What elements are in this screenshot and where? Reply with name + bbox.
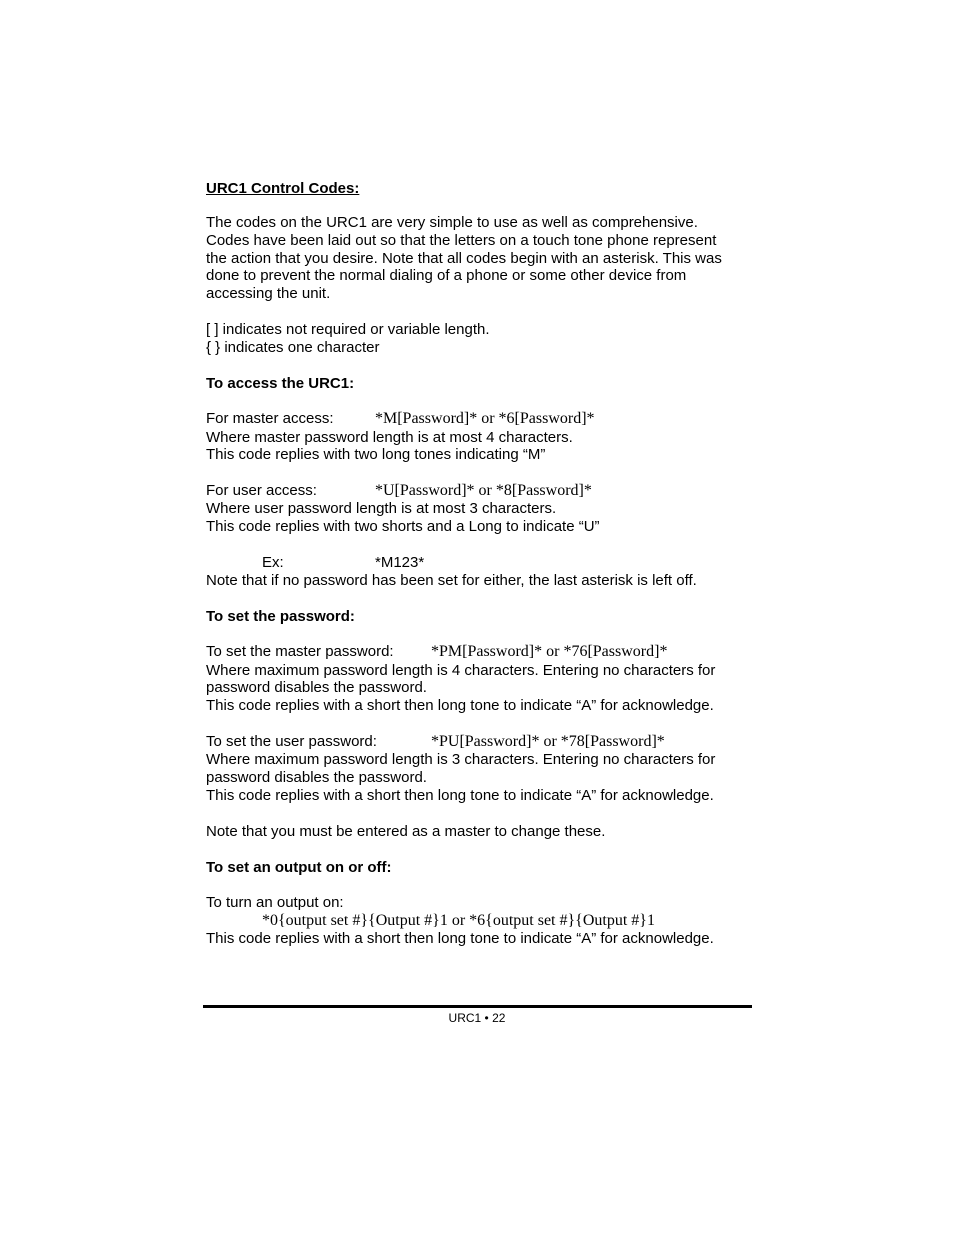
master-password-line: password disables the password. — [206, 679, 427, 696]
password-heading: To set the password: — [206, 608, 355, 625]
user-access-code: *U[Password]* or *8[Password]* — [375, 482, 592, 499]
master-password-code: *PM[Password]* or *76[Password]* — [431, 643, 668, 660]
legend-line: { } indicates one character — [206, 339, 380, 356]
master-password-line: This code replies with a short then long tone to indicate “A” for acknowledge. — [206, 697, 714, 714]
user-access-label: For user access: — [206, 482, 317, 499]
intro-line: Codes have been laid out so that the letters on a touch tone phone represent — [206, 232, 717, 249]
example-code: *M123* — [375, 554, 425, 571]
password-note: Note that you must be entered as a master to change these. — [206, 823, 606, 840]
footer-rule — [203, 1005, 752, 1008]
output-label: To turn an output on: — [206, 894, 344, 911]
master-access-label: For master access: — [206, 410, 334, 427]
legend-line: [ ] indicates not required or variable length. — [206, 321, 490, 338]
section-title: URC1 Control Codes: — [206, 180, 360, 197]
output-reply: This code replies with a short then long tone to indicate “A” for acknowledge. — [206, 930, 714, 947]
user-access-line: Where user password length is at most 3 characters. — [206, 500, 557, 517]
user-password-line: Where maximum password length is 3 characters. Entering no characters for — [206, 751, 716, 768]
user-access-line: This code replies with two shorts and a Long to indicate “U” — [206, 518, 600, 535]
user-password-code: *PU[Password]* or *78[Password]* — [431, 733, 665, 750]
master-password-label: To set the master password: — [206, 643, 394, 660]
user-password-label: To set the user password: — [206, 733, 377, 750]
master-access-line: This code replies with two long tones indicating “M” — [206, 446, 546, 463]
user-password-line: password disables the password. — [206, 769, 427, 786]
master-password-line: Where maximum password length is 4 characters. Entering no characters for — [206, 662, 716, 679]
user-password-line: This code replies with a short then long tone to indicate “A” for acknowledge. — [206, 787, 714, 804]
output-code: *0{output set #}{Output #}1 or *6{output set #}{Output #}1 — [262, 912, 655, 929]
master-access-line: Where master password length is at most 4 characters. — [206, 429, 573, 446]
access-heading: To access the URC1: — [206, 375, 355, 392]
intro-line: accessing the unit. — [206, 285, 331, 302]
access-note: Note that if no password has been set for either, the last asterisk is left off. — [206, 572, 697, 589]
output-heading: To set an output on or off: — [206, 859, 392, 876]
example-label: Ex: — [262, 554, 284, 571]
intro-line: done to prevent the normal dialing of a phone or some other device from — [206, 267, 687, 284]
page-footer: URC1 • 22 — [448, 1011, 506, 1025]
master-access-code: *M[Password]* or *6[Password]* — [375, 410, 595, 427]
intro-line: The codes on the URC1 are very simple to use as well as comprehensive. — [206, 214, 698, 231]
intro-line: the action that you desire. Note that all codes begin with an asterisk. This was — [206, 250, 722, 267]
